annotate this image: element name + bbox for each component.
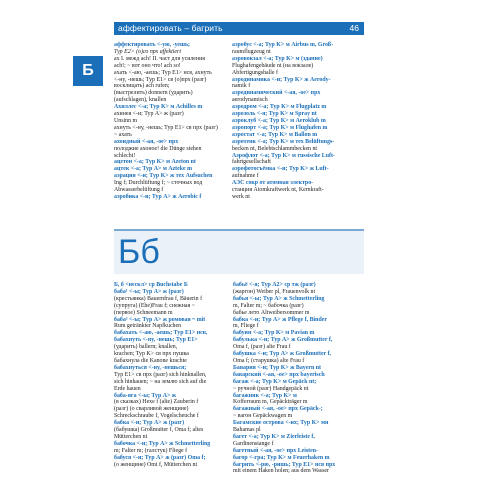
entry-line: ахоидный <-ая, -ое> прх (114, 138, 179, 145)
entry-line: Б, б <нескл> ср Buchstabe Б (114, 282, 188, 288)
running-header (114, 22, 364, 35)
entry-line: ~ ручной (разг) Handgepäck nt (233, 385, 309, 392)
entry-line: Gardinenstange f (233, 440, 274, 447)
entry-line: m, Falter m; ~ бабочка (разг) (233, 302, 304, 309)
entry-line: аэростат <-а; Тур K> м Ballon m (232, 131, 318, 138)
entry-line: Oma f; (старушка) alte Frau f (233, 357, 305, 364)
entry-line: бабахнуться <-ну, -нешься; (114, 364, 187, 371)
entry-line: ахать <-аю, -аешь; Тур E1> нсв, ахнуть (114, 69, 212, 76)
entry-line: (супруга) (Ehe)Frau f; снежная ~ (114, 302, 195, 309)
entry-line: <-ну, -нешь; Тур E1> св (о)прх (разг) (114, 76, 207, 83)
entry-line: аэрофотосъёмка <-и; Тур K> ж Luft- (232, 166, 329, 173)
entry-line: Schreckschraube f, Vogelscheuche f (114, 413, 199, 420)
entry-line: бабахнула die Kanone krachte (114, 357, 187, 364)
entry-line: аэробика <-и; Тур A> ж Aerobic f (114, 193, 202, 200)
entry-line: аэродром <-а; Тур K> м Flugplatz m (232, 104, 327, 111)
entry-line: (в сказках) Hexe f (alte) Zauberin f (114, 399, 199, 406)
entry-line: Ахиллес <-а; Тур K> м Achilles m (114, 104, 203, 111)
entry-line: (крестьянка) Bauernfrau f, Bäuerin f (114, 295, 203, 302)
entry-line: (жаргон) Weiber pl, Frauenvolk nt (233, 288, 316, 295)
entry-line: (разг) (о сварливой женщине) (114, 406, 189, 413)
entry-line: namik f (232, 83, 251, 90)
entry-line: полоджие ахоное! die Dünge stehen (114, 145, 202, 152)
entry-line: аэротенк <-а; Тур K> м тех Belüftungs- (232, 138, 335, 145)
entry-line: (бабушка) Großmutter f, Oma f; altes (114, 427, 204, 434)
entry-line: баба¹ <-ы; Тур A> ж (разг) (114, 288, 184, 295)
entry-line: aufnahme f (232, 173, 259, 180)
header-headwords: аффектировать – багрить (118, 23, 223, 33)
entry-line: (aufschlagen), knallen (114, 97, 167, 104)
entry-line: ~ ахать (114, 131, 132, 138)
entry-line: Oma f, (разг) alte Frau f (233, 344, 291, 351)
entry-line: бабьё <-я; Тур A2> ср тж (разг) (233, 282, 316, 288)
entry-line: аэрозоль <-я; Тур K> м Spray nt (232, 111, 317, 118)
entry-line: бабуин <-а; Тур K> м Pavian m (233, 330, 315, 337)
entry-line: Kofferraum m, Gepäckträger m (233, 399, 308, 406)
entry-line: бабочка <-и; Тур A> ж Schmetterling (114, 440, 211, 447)
entry-line: багажный <-ая, -ое> прх Gepäck-; (233, 406, 323, 413)
entry-line: fahrtgesellschaft (232, 159, 271, 166)
entry-line: ~ вагон Gepäckwagen m (233, 413, 293, 420)
entry-line: ахнуть <-ну, -нешь; Тур E1> св прх (разг) (114, 124, 218, 131)
entry-line: бабахнуть <-ну, -нешь; Тур E1> (114, 337, 198, 344)
entry-line: бабка <-и; Тур A> ж (разг) (114, 420, 185, 427)
entry-line: Ing f; Durchlüftung f; ~ сточных вод (114, 180, 203, 187)
entry-line: sich hinhauen; ~ на землю sich auf die (114, 378, 207, 385)
entry-line: aerodynamisch (232, 97, 268, 104)
entry-line: багрить <-рю, -ришь; Тур E1> нсв прх (233, 461, 336, 468)
entries-column-bottom-left (114, 282, 227, 468)
entry-line: Бавария <-и; Тур K> ж Bayern nt (233, 364, 321, 371)
entry-line: mit einem Haken holen; aus dem Wasser (233, 468, 329, 475)
entries-column-bottom-right (233, 282, 363, 475)
entry-line: багор <-гра; Тур K> м Feuerhaken m (233, 454, 330, 461)
entry-line: (о женщине) Omi f, Mütterchen nt (114, 461, 198, 468)
entries-column-top-right (232, 42, 362, 201)
entry-line: багаж <-а; Тур K> м Gepäck nt; (233, 378, 317, 385)
entry-line: аэропорт <-а; Тур K> м Flughafen m (232, 124, 328, 131)
entry-line: raumflugzeug nt (232, 48, 271, 55)
entry-line: багетный <-ая, -ое> прх Leisten- (233, 447, 318, 454)
entry-line: Unsinn m (114, 117, 138, 124)
entry-line: (первое) Schneemann m (114, 309, 173, 316)
entry-line: Abwasserbelüftung f (114, 187, 164, 194)
entry-line: becken nt, Belebtschlammbecken nt (232, 145, 318, 152)
entry-line: ацетон <-а; Тур K> м Azeton nt (114, 159, 196, 166)
entry-line: Аэрофлот <-а; Тур K> м russische Luft- (232, 152, 335, 159)
letter-section-tab[interactable]: Б (73, 56, 103, 86)
entry-line: аффектировать <-ую, -уешь; (114, 42, 191, 48)
entry-line: бабахать <-аю, -аешь; Тур E1> нсв, (114, 330, 208, 337)
entry-line: восклицать) ach rufen; (114, 83, 170, 90)
entry-line: АЭС сокр от атомная электро- (232, 180, 314, 187)
entry-line: Rum getränkter Napfkuchen (114, 323, 182, 330)
entries-column-top-left (114, 42, 224, 201)
entry-line: ach!; ~ вот оно что! ach so! (114, 62, 181, 69)
page-number: 46 (349, 23, 359, 33)
entry-line: m; Falter m; (галстук) Fliege f (114, 447, 188, 454)
entry-line: аэроклуб <-а; Тур K> м Aeroklub m (232, 117, 326, 124)
entry-line: schlecht! (114, 152, 136, 159)
entry-line: баба² <-ы; Тур A> ж ромовая ~ mit (114, 316, 206, 323)
entry-line: (ударить) ballern; knallen, (114, 344, 178, 351)
entry-line: бабулька <-и; Тур A> ж Großmutter f, (233, 337, 333, 344)
entry-line: werk nt (232, 193, 250, 200)
entry-line: бабья <-ы; Тур A> ж Schmetterling (233, 295, 325, 302)
entry-line: аэровокзал <-а; Тур K> м (здание) (232, 55, 323, 62)
entry-line: Abfertigungshalle f (232, 69, 278, 76)
entry-line: ахинея <-и; Тур A> ж (разг) (114, 111, 184, 118)
entry-line: бабушка <-и; Тур A> ж Großmutter f, (233, 351, 332, 358)
entry-line: Тур E1> св прх (разг) sich hinknallen, (114, 371, 207, 378)
entry-line: баба-яга <-ы; Тур A> ж (114, 392, 177, 399)
section-heading: Бб (118, 233, 160, 271)
entry-line: аэродинамика <-и; Тур K> ж Aerody- (232, 76, 331, 83)
entry-line: аэрация <-и; Тур K> ж тех Aufsuchen (114, 173, 213, 180)
entry-line: ах I. межд ach! II. част для усиления (114, 55, 205, 62)
entry-line: (выстрелить) donnern (ударить) (114, 90, 193, 97)
entry-line: Bahamas pl (233, 427, 261, 434)
entry-line: Тур E2> (о)со прх affektiert (114, 48, 181, 55)
entry-line: Flughafengebäude nt (на вокзале) (232, 62, 314, 69)
entry-line: Mütterchen nt (114, 433, 148, 440)
entry-line: багет <-а; Тур K> м Zierleiste f, (233, 433, 315, 440)
entry-line: Багамские острова <-их; Тур K> мн (233, 420, 329, 427)
entry-line: багажник <-а; Тур K> м (233, 392, 297, 399)
entry-line: аэродинамический <-ая, -ое> прх (232, 90, 321, 97)
entry-line: ацтек <-а; Тур A> м Azteke m (114, 166, 193, 173)
entry-line: m, Fliege f (233, 323, 259, 330)
entry-line: баварский <-ая, -ое> прх bayerisch (233, 371, 325, 378)
entry-line: krachen; Тур K> св прх пушка (114, 351, 189, 358)
entry-line: Erde hauen (114, 385, 141, 392)
entry-line: бабуся <-и; Тур A> ж (разг) Oma f; (114, 454, 206, 461)
entry-line: станция Atomkraftwerk nt, Kernkraft- (232, 187, 324, 194)
entry-line: аэробус <-а; Тур K> м Airbus m, Groß- (232, 42, 334, 48)
entry-line: бабка <-и; Тур A> ж Pflege f, Binder (233, 316, 327, 323)
entry-line: бабье лето Altweibersommer m (233, 309, 310, 316)
